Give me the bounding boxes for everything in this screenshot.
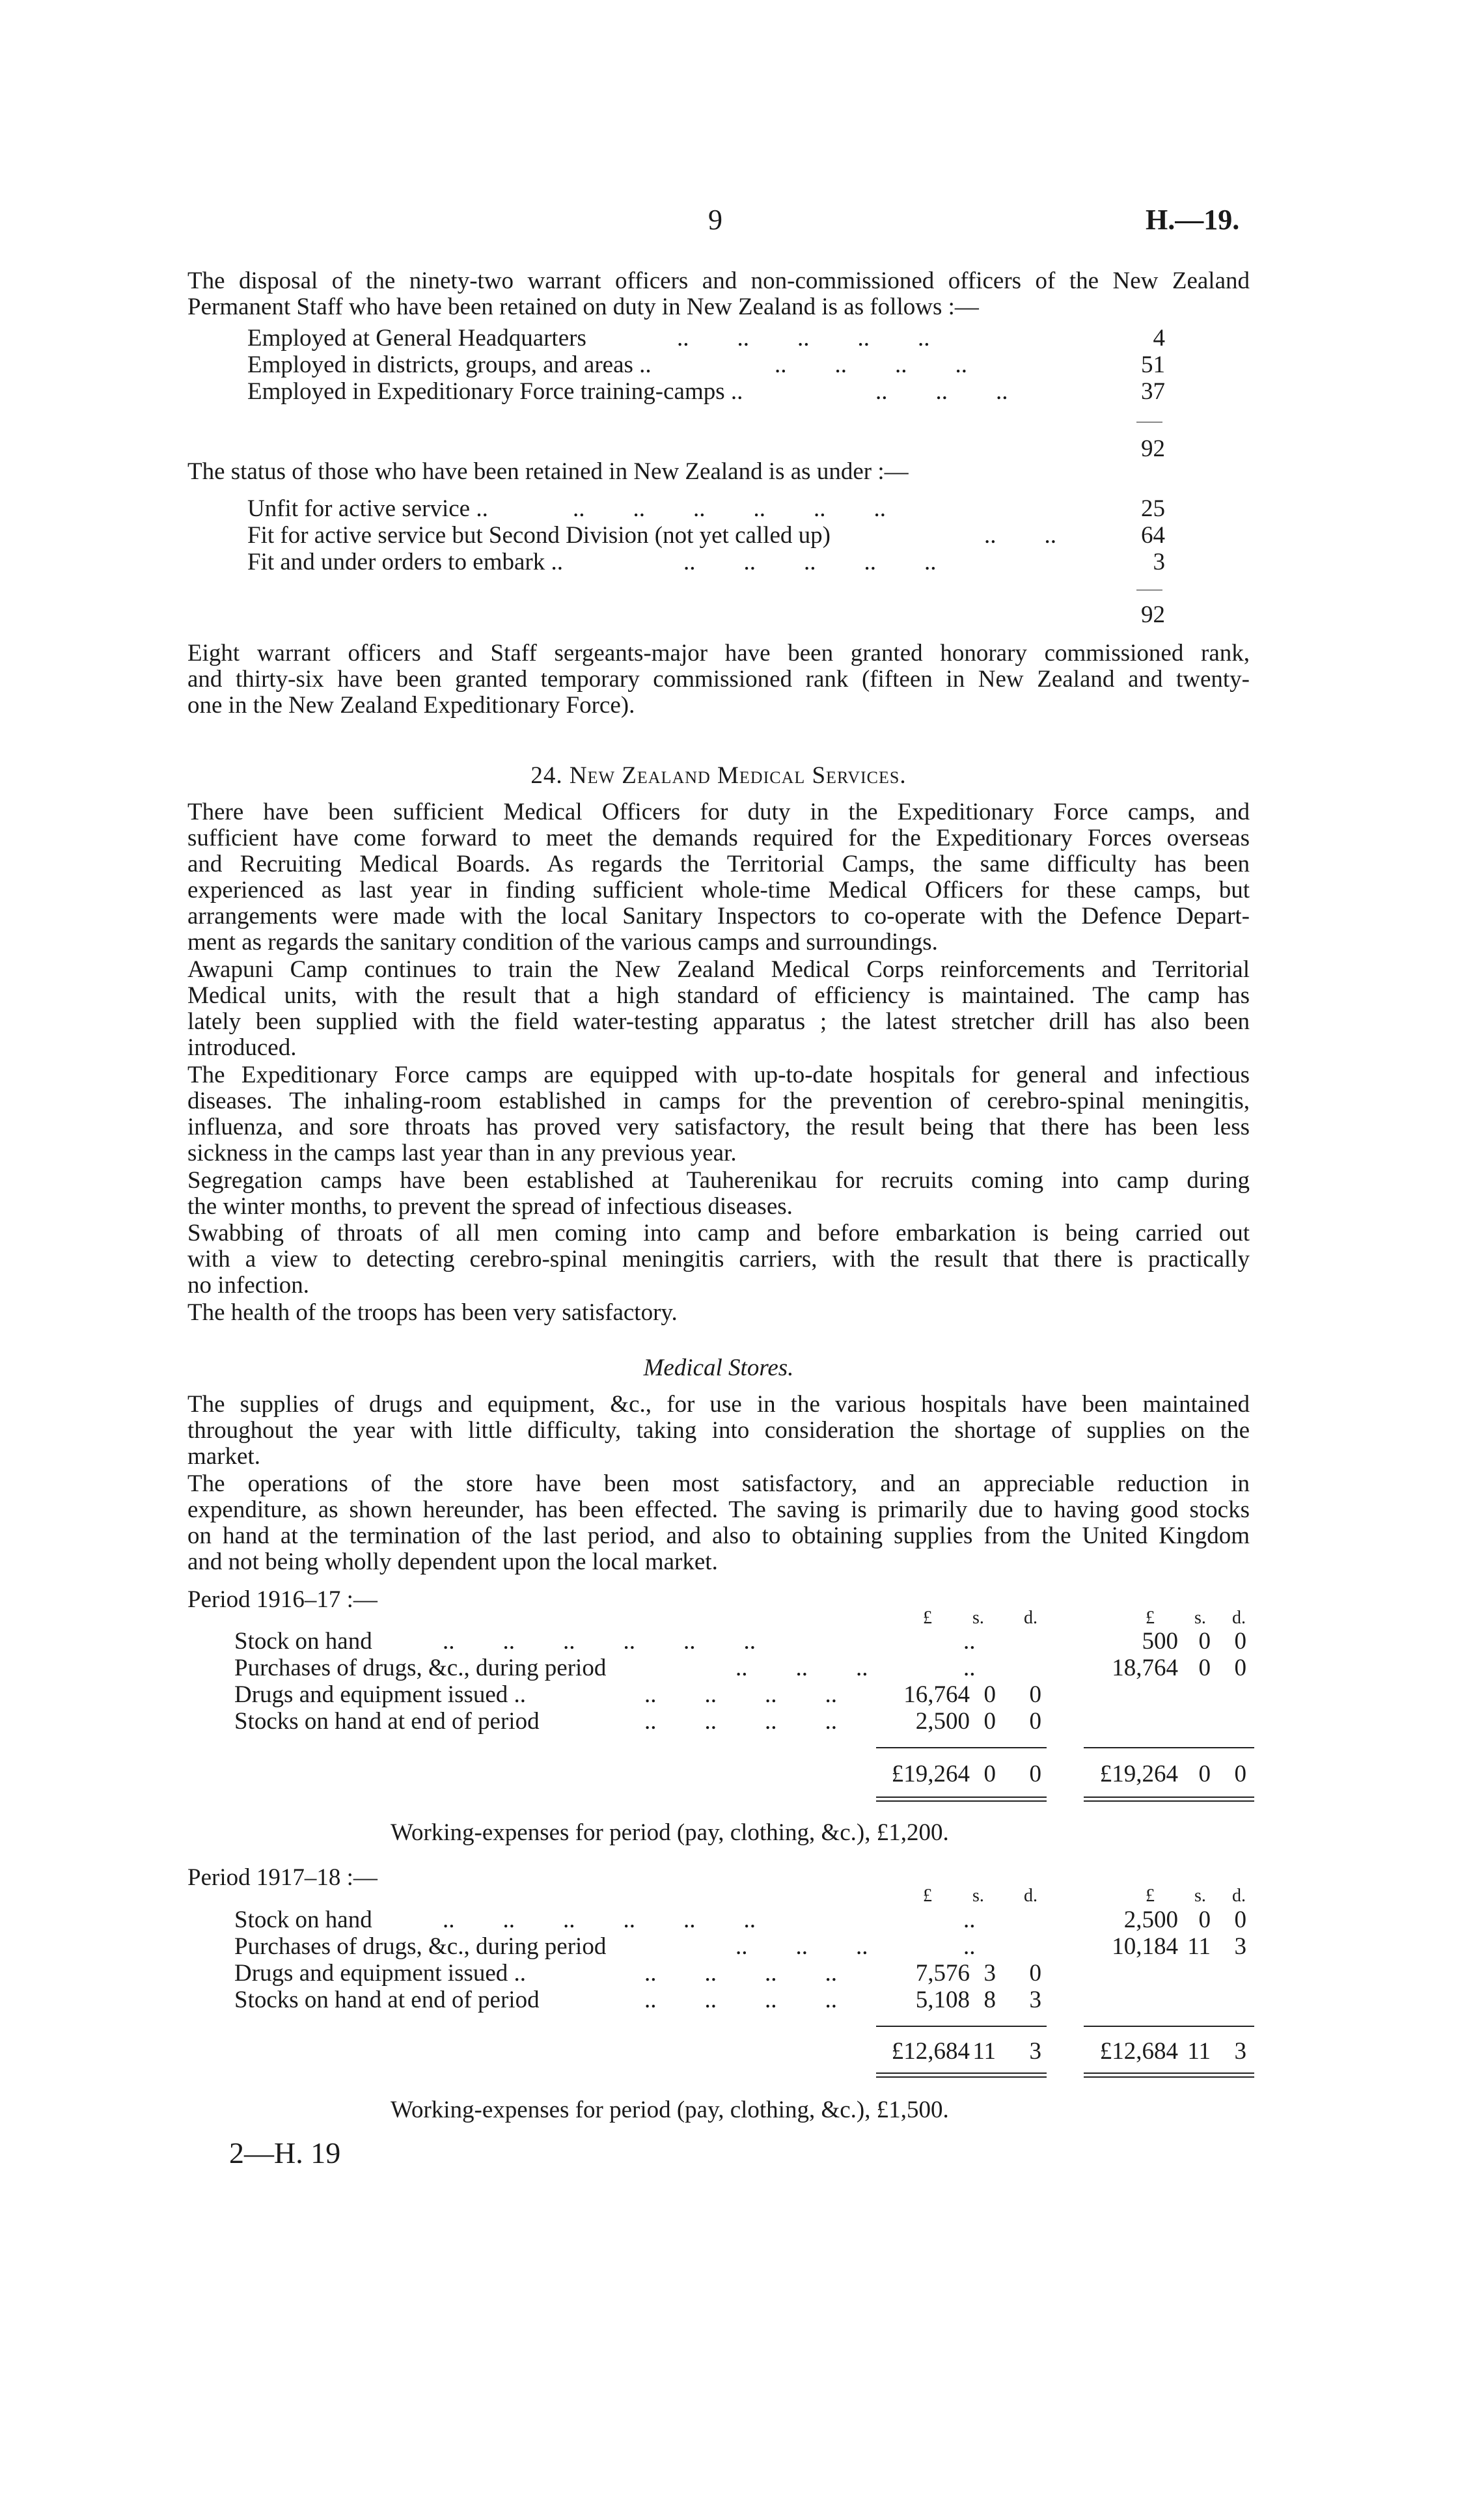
- text-line: Medical units, with the result that a high standard of efficiency is maintained. The camp has: [187, 982, 1250, 1009]
- subtotal-rule: [1084, 2026, 1254, 2027]
- text-line: influenza, and sore throats has proved very satisfactory, the result being that there has been less: [187, 1114, 1250, 1140]
- medical-paragraph-3: [187, 1062, 1250, 1166]
- row-label: Purchases of drugs, &c., during period: [234, 1655, 607, 1681]
- total-right-pounds: £19,264: [1099, 1761, 1178, 1787]
- text-line: The health of the troops has been very satisfactory.: [187, 1299, 678, 1326]
- text-line: market.: [187, 1443, 260, 1470]
- row-label: Drugs and equipment issued ..: [234, 1681, 527, 1708]
- total-right-pence: 0: [1234, 1761, 1246, 1787]
- total-double-rule: [1084, 2076, 1254, 2078]
- footer-signature: 2—H. 19: [229, 2136, 341, 2169]
- pound-header: £: [923, 1886, 932, 1906]
- right-pounds: 2,500: [1123, 1907, 1178, 1933]
- left-pence: 0: [1029, 1681, 1041, 1708]
- row-label: Stock on hand: [234, 1907, 372, 1933]
- subsection-heading: Medical Stores.: [643, 1355, 794, 1381]
- right-shillings: 0: [1198, 1628, 1211, 1655]
- text-line: The supplies of drugs and equipment, &c., for use in the various hospitals have been maintained: [187, 1391, 1250, 1418]
- disposal-value: 51: [1141, 351, 1165, 378]
- row-dots: .. .. .. ..: [644, 1708, 837, 1735]
- shilling-header: s.: [1194, 1608, 1206, 1628]
- total-left-pounds: £19,264: [891, 1761, 970, 1787]
- medical-paragraph-2: [187, 957, 1250, 1061]
- left-pence: 0: [1029, 1708, 1041, 1735]
- medical-paragraph-1: [187, 799, 1250, 956]
- intro-line: Permanent Staff who have been retained on duty in New Zealand is as follows :—: [187, 294, 979, 320]
- total-double-rule: [876, 2072, 1047, 2074]
- disposal-label: Employed in districts, groups, and areas ..: [247, 351, 652, 378]
- subtotal-rule: [1084, 1747, 1254, 1748]
- total-left-pence: 3: [1029, 2038, 1041, 2065]
- intro-line: The disposal of the ninety-two warrant officers and non-commissioned officers of the New Zealand: [187, 268, 1250, 294]
- status-dots: .. .. .. .. .. ..: [573, 495, 886, 522]
- text-line: the winter months, to prevent the spread of infectious diseases.: [187, 1193, 793, 1220]
- right-pence: 3: [1234, 1933, 1246, 1960]
- status-dots: .. ..: [984, 522, 1056, 549]
- right-shillings: 11: [1187, 1933, 1211, 1960]
- pound-header: £: [923, 1608, 932, 1628]
- pence-header: d.: [1232, 1608, 1246, 1628]
- right-pence: 0: [1234, 1655, 1246, 1681]
- text-line: Swabbing of throats of all men coming into camp and before embarkation is being carried out: [187, 1220, 1250, 1246]
- text-line: and not being wholly dependent upon the local market.: [187, 1549, 718, 1575]
- period-title: Period 1916–17 :—: [187, 1586, 378, 1613]
- rank-line: Eight warrant officers and Staff sergeants-major have been granted honorary commissioned rank,: [187, 640, 1250, 667]
- left-pounds: 16,764: [903, 1681, 970, 1708]
- page-number: 9: [708, 204, 722, 236]
- total-double-rule: [1084, 1800, 1254, 1802]
- disposal-label: Employed in Expeditionary Force training-camps ..: [247, 378, 743, 405]
- rank-line: one in the New Zealand Expeditionary Force).: [187, 692, 635, 719]
- right-pounds: 500: [1142, 1628, 1178, 1655]
- text-line: introduced.: [187, 1034, 297, 1061]
- total-right-pounds: £12,684: [1099, 2038, 1178, 2065]
- document-reference: H.—19.: [1146, 204, 1240, 236]
- row-label: Stock on hand: [234, 1628, 372, 1655]
- rank-line: and thirty-six have been granted temporary commissioned rank (fifteen in New Zealand and twenty-: [187, 666, 1250, 693]
- status-value: 25: [1141, 495, 1165, 522]
- text-line: diseases. The inhaling-room established in camps for the prevention of cerebro-spinal meningitis,: [187, 1088, 1250, 1114]
- disposal-value: 37: [1141, 378, 1165, 405]
- status-total: 92: [1141, 601, 1165, 628]
- rank-paragraph: [187, 640, 1250, 719]
- row-dots-left: ..: [963, 1907, 976, 1933]
- row-label: Purchases of drugs, &c., during period: [234, 1933, 607, 1960]
- text-line: The Expeditionary Force camps are equipped with up-to-date hospitals for general and infectious: [187, 1062, 1250, 1088]
- disposal-dots: .. .. .. ..: [775, 351, 967, 378]
- text-line: ment as regards the sanitary condition of the various camps and surroundings.: [187, 929, 938, 956]
- text-line: arrangements were made with the local Sanitary Inspectors to co-operate with the Defence Depart-: [187, 903, 1250, 929]
- pence-header: d.: [1024, 1886, 1037, 1906]
- text-line: on hand at the termination of the last period, and also to obtaining supplies from the United Kingdom: [187, 1522, 1250, 1549]
- row-dots: .. .. .. ..: [644, 1987, 837, 2013]
- row-dots: .. .. .. .. .. ..: [443, 1907, 756, 1933]
- pence-header: d.: [1024, 1608, 1037, 1628]
- total-double-rule: [876, 1800, 1047, 1802]
- right-pounds: 10,184: [1112, 1933, 1178, 1960]
- warrant-officers-intro: [187, 268, 1250, 320]
- subtotal-rule: [876, 1747, 1047, 1748]
- right-pence: 0: [1234, 1628, 1246, 1655]
- row-label: Stocks on hand at end of period: [234, 1708, 540, 1735]
- row-label: Stocks on hand at end of period: [234, 1987, 540, 2013]
- row-label: Drugs and equipment issued ..: [234, 1960, 527, 1987]
- pound-header: £: [1146, 1886, 1155, 1906]
- right-pounds: 18,764: [1112, 1655, 1178, 1681]
- text-line: throughout the year with little difficulty, taking into consideration the shortage of supplies on the: [187, 1417, 1250, 1444]
- section-heading: 24. New Zealand Medical Services.: [530, 762, 907, 789]
- working-expenses: Working-expenses for period (pay, clothing, &c.), £1,500.: [391, 2097, 949, 2123]
- medical-paragraph-6: [187, 1300, 1250, 1326]
- total-left-pence: 0: [1029, 1761, 1041, 1787]
- pence-header: d.: [1232, 1886, 1246, 1906]
- left-shillings: 3: [983, 1960, 996, 1987]
- total-double-rule: [876, 2076, 1047, 2078]
- total-double-rule: [876, 1797, 1047, 1798]
- total-left-shillings: 0: [983, 1761, 996, 1787]
- status-value: 3: [1153, 549, 1165, 575]
- total-double-rule: [1084, 2072, 1254, 2074]
- disposal-value: 4: [1153, 325, 1165, 351]
- text-line: The operations of the store have been most satisfactory, and an appreciable reduction in: [187, 1470, 1250, 1497]
- text-line: There have been sufficient Medical Officers for duty in the Expeditionary Force camps, and: [187, 799, 1250, 825]
- subtotal-rule: [876, 2026, 1047, 2027]
- disposal-total: 92: [1141, 435, 1165, 462]
- total-right-pence: 3: [1234, 2038, 1246, 2065]
- row-dots: .. .. .. ..: [644, 1681, 837, 1708]
- row-dots: .. .. .. ..: [644, 1960, 837, 1987]
- left-pounds: 7,576: [915, 1960, 970, 1987]
- disposal-label: Employed at General Headquarters: [247, 325, 586, 351]
- text-line: Segregation camps have been established at Tauherenikau for recruits coming into camp during: [187, 1167, 1250, 1194]
- status-label: Fit for active service but Second Division (not yet called up): [247, 522, 831, 549]
- disposal-dots: .. .. ..: [875, 378, 1008, 405]
- text-line: expenditure, as shown hereunder, has been effected. The saving is primarily due to having good stocks: [187, 1496, 1250, 1523]
- total-double-rule: [1084, 1797, 1254, 1798]
- row-dots: .. .. ..: [735, 1655, 868, 1681]
- left-pounds: 2,500: [915, 1708, 970, 1735]
- row-dots-left: ..: [963, 1933, 976, 1960]
- right-shillings: 0: [1198, 1907, 1211, 1933]
- left-pence: 3: [1029, 1987, 1041, 2013]
- left-pence: 0: [1029, 1960, 1041, 1987]
- disposal-dots: .. .. .. .. ..: [677, 325, 930, 351]
- status-dots: .. .. .. .. ..: [683, 549, 937, 575]
- right-shillings: 0: [1198, 1655, 1211, 1681]
- medical-paragraph-5: [187, 1220, 1250, 1299]
- period-title: Period 1917–18 :—: [187, 1864, 378, 1891]
- left-shillings: 8: [983, 1987, 996, 2013]
- total-right-shillings: 11: [1187, 2038, 1211, 2065]
- right-pence: 0: [1234, 1907, 1246, 1933]
- status-label: Fit and under orders to embark ..: [247, 549, 563, 575]
- text-line: and Recruiting Medical Boards. As regards the Territorial Camps, the same difficulty has been: [187, 851, 1250, 877]
- text-line: sickness in the camps last year than in any previous year.: [187, 1140, 737, 1166]
- medical-paragraph-4: [187, 1168, 1250, 1220]
- text-line: lately been supplied with the field water-testing apparatus ; the latest stretcher drill has also been: [187, 1008, 1250, 1035]
- text-line: Awapuni Camp continues to train the New Zealand Medical Corps reinforcements and Territorial: [187, 956, 1250, 983]
- shilling-header: s.: [972, 1886, 984, 1906]
- left-shillings: 0: [983, 1681, 996, 1708]
- text-line: no infection.: [187, 1272, 310, 1299]
- status-value: 64: [1141, 522, 1165, 549]
- text-line: experienced as last year in finding sufficient whole-time Medical Officers for these camps, but: [187, 877, 1250, 903]
- text-line: with a view to detecting cerebro-spinal meningitis carriers, with the result that there is practically: [187, 1246, 1250, 1273]
- total-right-shillings: 0: [1198, 1761, 1211, 1787]
- total-left-pounds: £12,684: [891, 2038, 970, 2065]
- stores-paragraph-1: [187, 1392, 1250, 1470]
- status-intro: The status of those who have been retained in New Zealand is as under :—: [187, 458, 909, 485]
- stores-paragraph-2: [187, 1471, 1250, 1575]
- working-expenses: Working-expenses for period (pay, clothing, &c.), £1,200.: [391, 1819, 949, 1846]
- row-dots: .. .. ..: [735, 1933, 868, 1960]
- left-pounds: 5,108: [915, 1987, 970, 2013]
- row-dots-left: ..: [963, 1655, 976, 1681]
- shilling-header: s.: [1194, 1886, 1206, 1906]
- status-label: Unfit for active service ..: [247, 495, 488, 522]
- left-shillings: 0: [983, 1708, 996, 1735]
- row-dots: .. .. .. .. .. ..: [443, 1628, 756, 1655]
- shilling-header: s.: [972, 1608, 984, 1628]
- row-dots-left: ..: [963, 1628, 976, 1655]
- text-line: sufficient have come forward to meet the demands required for the Expeditionary Forces overseas: [187, 825, 1250, 851]
- total-left-shillings: 11: [972, 2038, 996, 2065]
- pound-header: £: [1146, 1608, 1155, 1628]
